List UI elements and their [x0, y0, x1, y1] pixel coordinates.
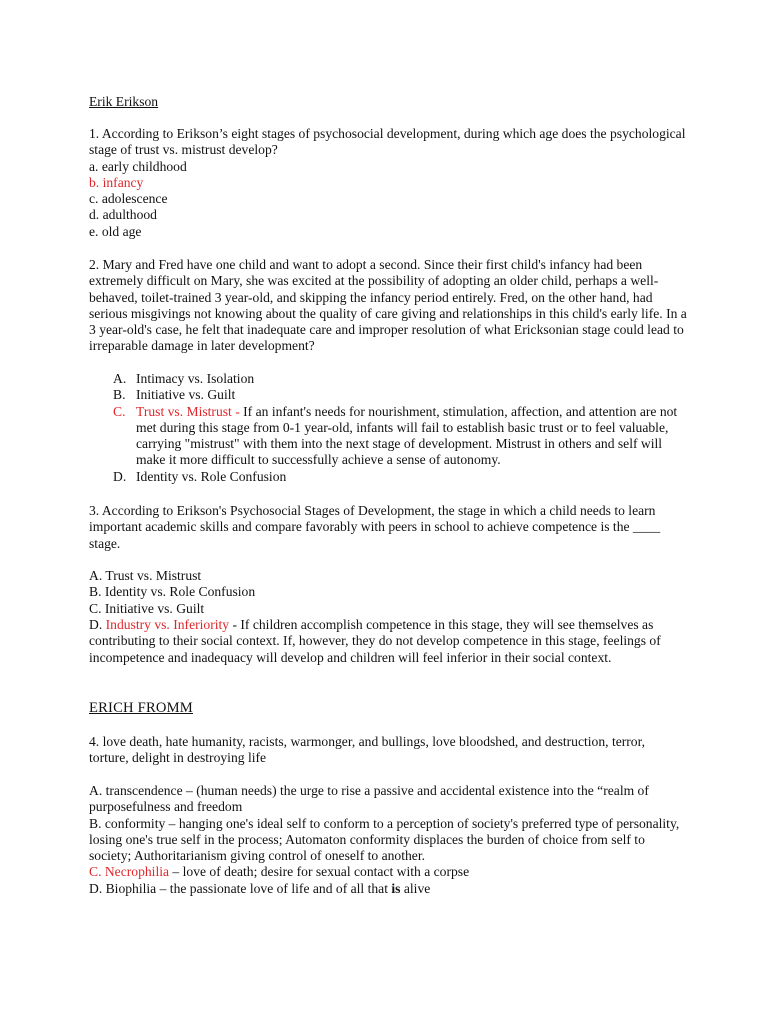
- option-marker: D.: [113, 468, 127, 484]
- answer-option: c. adolescence: [89, 191, 168, 207]
- option-marker: A.: [113, 371, 127, 386]
- answer-option: e. old age: [89, 223, 142, 239]
- option-text: alive: [400, 880, 431, 896]
- answer-option: [89, 469, 687, 485]
- answer-option: A. transcendence – (human needs) the urge to rise a passive and accidental existence into the “realm of purposefulness and freedom: [89, 783, 649, 815]
- correct-answer-label: Industry vs. Inferiority: [105, 617, 230, 633]
- correct-answer-option: b. infancy: [89, 174, 144, 190]
- option-marker: C.: [113, 403, 126, 419]
- question-3: [89, 503, 687, 666]
- question-2-stem: 2. Mary and Fred have one child and want to adopt a second. Since their first child's infancy had been extremely difficult on Mary, she was excited at the possibility of adopting an older child, perhaps a well-behaved, toilet-trained 3 year-old, and skipping the infancy period entirely. Fred, on the other hand, had serious misgivings not knowing about the quality of care giving and relationships in this child's early life. In a 3 year-old's case, he felt that inadequate care and improper resolution of what Ericksonian stage could lead to irreparable damage in later development?: [89, 257, 687, 354]
- question-4-stem: 4. love death, hate humanity, racists, warmonger, and bullings, love bloodshed, and destruction, terror, torture, delight in destroying life: [89, 734, 645, 766]
- option-text: Intimacy vs. Isolation: [136, 371, 255, 386]
- option-text: Identity vs. Role Confusion: [136, 468, 287, 484]
- question-2-options: [89, 371, 687, 485]
- correct-answer-option: [89, 404, 687, 469]
- answer-option: B. Identity vs. Role Confusion: [89, 584, 256, 600]
- answer-option: [89, 371, 687, 387]
- answer-option: C. Initiative vs. Guilt: [89, 600, 205, 616]
- correct-answer-option: [89, 864, 687, 880]
- answer-option: [89, 881, 687, 897]
- answer-option: a. early childhood: [89, 158, 187, 174]
- answer-explanation: If an infant's needs for nourishment, stimulation, affection, and attention are not met during this stage from 0-1 year-old, infants will fail to establish basic trust or to feel valuable, carrying "mistrust" with them into the next stage of development. Mistrust in others and self will make it more difficult to successfully achieve a sense of autonomy.: [136, 403, 678, 468]
- option-marker: D.: [89, 617, 106, 633]
- section-heading-fromm: ERICH FROMM: [89, 700, 193, 716]
- question-stem: 3. According to Erikson's Psychosocial Stages of Development, the stage in which a child needs to learn important academic skills and compare favorably with peers in school to achieve competence is the ____ stage.: [89, 503, 661, 551]
- correct-answer-option: [89, 617, 687, 666]
- answer-explanation: – love of death; desire for sexual contact with a corpse: [169, 864, 470, 880]
- option-marker: B.: [113, 387, 126, 403]
- option-text: Initiative vs. Guilt: [136, 387, 236, 403]
- correct-answer-label: Trust vs. Mistrust -: [136, 403, 240, 419]
- emphasis-text: is: [391, 880, 401, 896]
- option-text: D. Biophilia – the passionate love of life and of all that: [89, 880, 392, 896]
- answer-option: d. adulthood: [89, 207, 157, 223]
- answer-option: B. conformity – hanging one's ideal self to conform to a perception of society's preferred type of personality, losing one's true self in the process; Automaton conformity displaces the burden of choice from self to society; Authoritarianism giving control of oneself to another.: [89, 815, 680, 864]
- answer-explanation: - If children accomplish competence in this stage, they will see themselves as contributing to their social context. If, however, they do not develop competence in this stage, feelings of incompetence and inadequacy will develop and children will feel inferior in their social context.: [89, 617, 661, 665]
- correct-answer-label: C. Necrophilia: [89, 864, 170, 880]
- question-stem: 1. According to Erikson’s eight stages of psychosocial development, during which age does the psychological stage of trust vs. mistrust develop?: [89, 126, 686, 158]
- question-4-options: [89, 783, 687, 897]
- answer-option: [89, 387, 687, 403]
- section-heading-erikson: Erik Erikson: [89, 94, 159, 109]
- answer-option: A. Trust vs. Mistrust: [89, 568, 202, 584]
- question-1: [89, 126, 687, 240]
